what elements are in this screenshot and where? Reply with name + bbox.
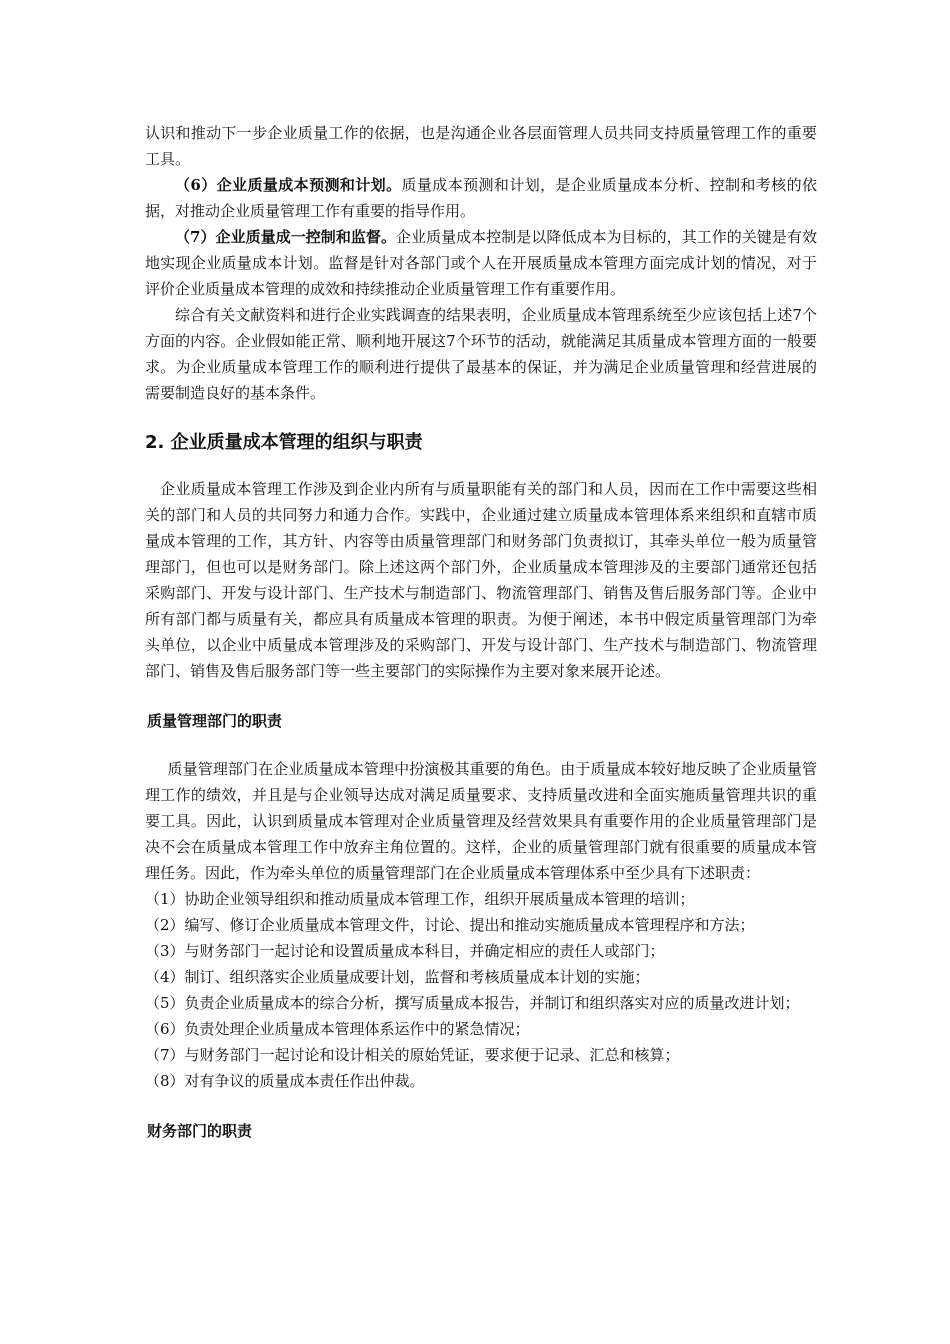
- intro-summary: 综合有关文献资料和进行企业实践调查的结果表明，企业质量成本管理系统至少应该包括上述7个方面的内容。企业假如能正常、顺利地开展这7个环节的活动，就能满足其质量成本管理方面的一般要求。为企业质量成本管理工作的顺利进行提供了最基本的保证，并为满足企业质量管理和经营进展的需要制造良好的基本条件。: [145, 306, 817, 402]
- intro-item-6-body: 质量成本预测和计划，是企业质量成本分析、控制和考核的依据，对推动企业质量管理工作有重要的指导作用。: [145, 176, 817, 220]
- intro-item-6: [145, 172, 817, 224]
- section-2-heading: 2. 企业质量成本管理的组织与职责: [145, 432, 423, 453]
- document-page: [145, 120, 817, 1166]
- list-item: （4）制订、组织落实企业质量成要计划，监督和考核质量成本计划的实施；: [145, 968, 650, 986]
- list-item: （2）编写、修订企业质量成本管理文件，讨论、提出和推动实施质量成本管理程序和方法；: [145, 916, 755, 934]
- qm-dept-duty-list: [145, 886, 817, 1094]
- intro-item-7-heading: （7）企业质量成一控制和监督。: [175, 228, 396, 246]
- list-item: （3）与财务部门一起讨论和设置质量成本科目，并确定相应的责任人或部门；: [145, 942, 665, 960]
- intro-item-6-heading: （6）企业质量成本预测和计划。: [175, 176, 402, 194]
- qm-dept-heading: 质量管理部门的职责: [147, 712, 283, 730]
- list-item: （5）负责企业质量成本的综合分析，撰写质量成本报告，并制订和组织落实对应的质量改进计划；: [145, 994, 800, 1012]
- list-item: （6）负责处理企业质量成本管理体系运作中的紧急情况；: [145, 1020, 530, 1038]
- intro-item-7-body: 企业质量成本控制是以降低成本为目标的，其工作的关键是有效地实现企业质量成本计划。监督是针对各部门或个人在开展质量成本管理方面完成计划的情况，对于评价企业质量成本管理的成效和持续推动企业质量管理工作有重要作用。: [145, 228, 817, 298]
- section-2-paragraph: 企业质量成本管理工作涉及到企业内所有与质量职能有关的部门和人员，因而在工作中需要这些相关的部门和人员的共同努力和通力合作。实践中，企业通过建立质量成本管理体系来组织和直辖市质量成本管理的工作，其方针、内容等由质量管理部门和财务部门负责拟订，其牵头单位一般为质量管理部门，但也可以是财务部门。除上述这两个部门外，企业质量成本管理涉及的主要部门通常还包括采购部门、开发与设计部门、生产技术与制造部门、物流管理部门、销售及售后服务部门等。企业中所有部门都与质量有关，都应具有质量成本管理的职责。为便于阐述，本书中假定质量管理部门为牵头单位，以企业中质量成本管理涉及的采购部门、开发与设计部门、生产技术与制造部门、物流管理部门、销售及售后服务部门等一些主要部门的实际操作为主要对象来展开论述。: [145, 480, 817, 680]
- qm-dept-paragraph: 质量管理部门在企业质量成本管理中扮演极其重要的角色。由于质量成本较好地反映了企业质量管理工作的绩效，并且是与企业领导达成对满足质量要求、支持质量改进和全面实施质量管理共识的重要工具。因此，认识到质量成本管理对企业质量管理及经营效果具有重要作用的企业质量管理部门是决不会在质量成本管理工作中放弃主角位置的。这样，企业的质量管理部门就有很重要的质量成本管理任务。因此，作为牵头单位的质量管理部门在企业质量成本管理体系中至少具有下述职责：: [145, 760, 817, 882]
- list-item: （1）协助企业领导组织和推动质量成本管理工作，组织开展质量成本管理的培训；: [145, 890, 695, 908]
- list-item: （7）与财务部门一起讨论和设计相关的原始凭证，要求便于记录、汇总和核算；: [145, 1046, 680, 1064]
- intro-continuation: 认识和推动下一步企业质量工作的依据，也是沟通企业各层面管理人员共同支持质量管理工作的重要工具。: [145, 124, 817, 168]
- list-item: （8）对有争议的质量成本责任作出仲裁。: [145, 1072, 425, 1090]
- finance-dept-heading: 财务部门的职责: [147, 1122, 253, 1140]
- intro-item-7: [145, 224, 817, 302]
